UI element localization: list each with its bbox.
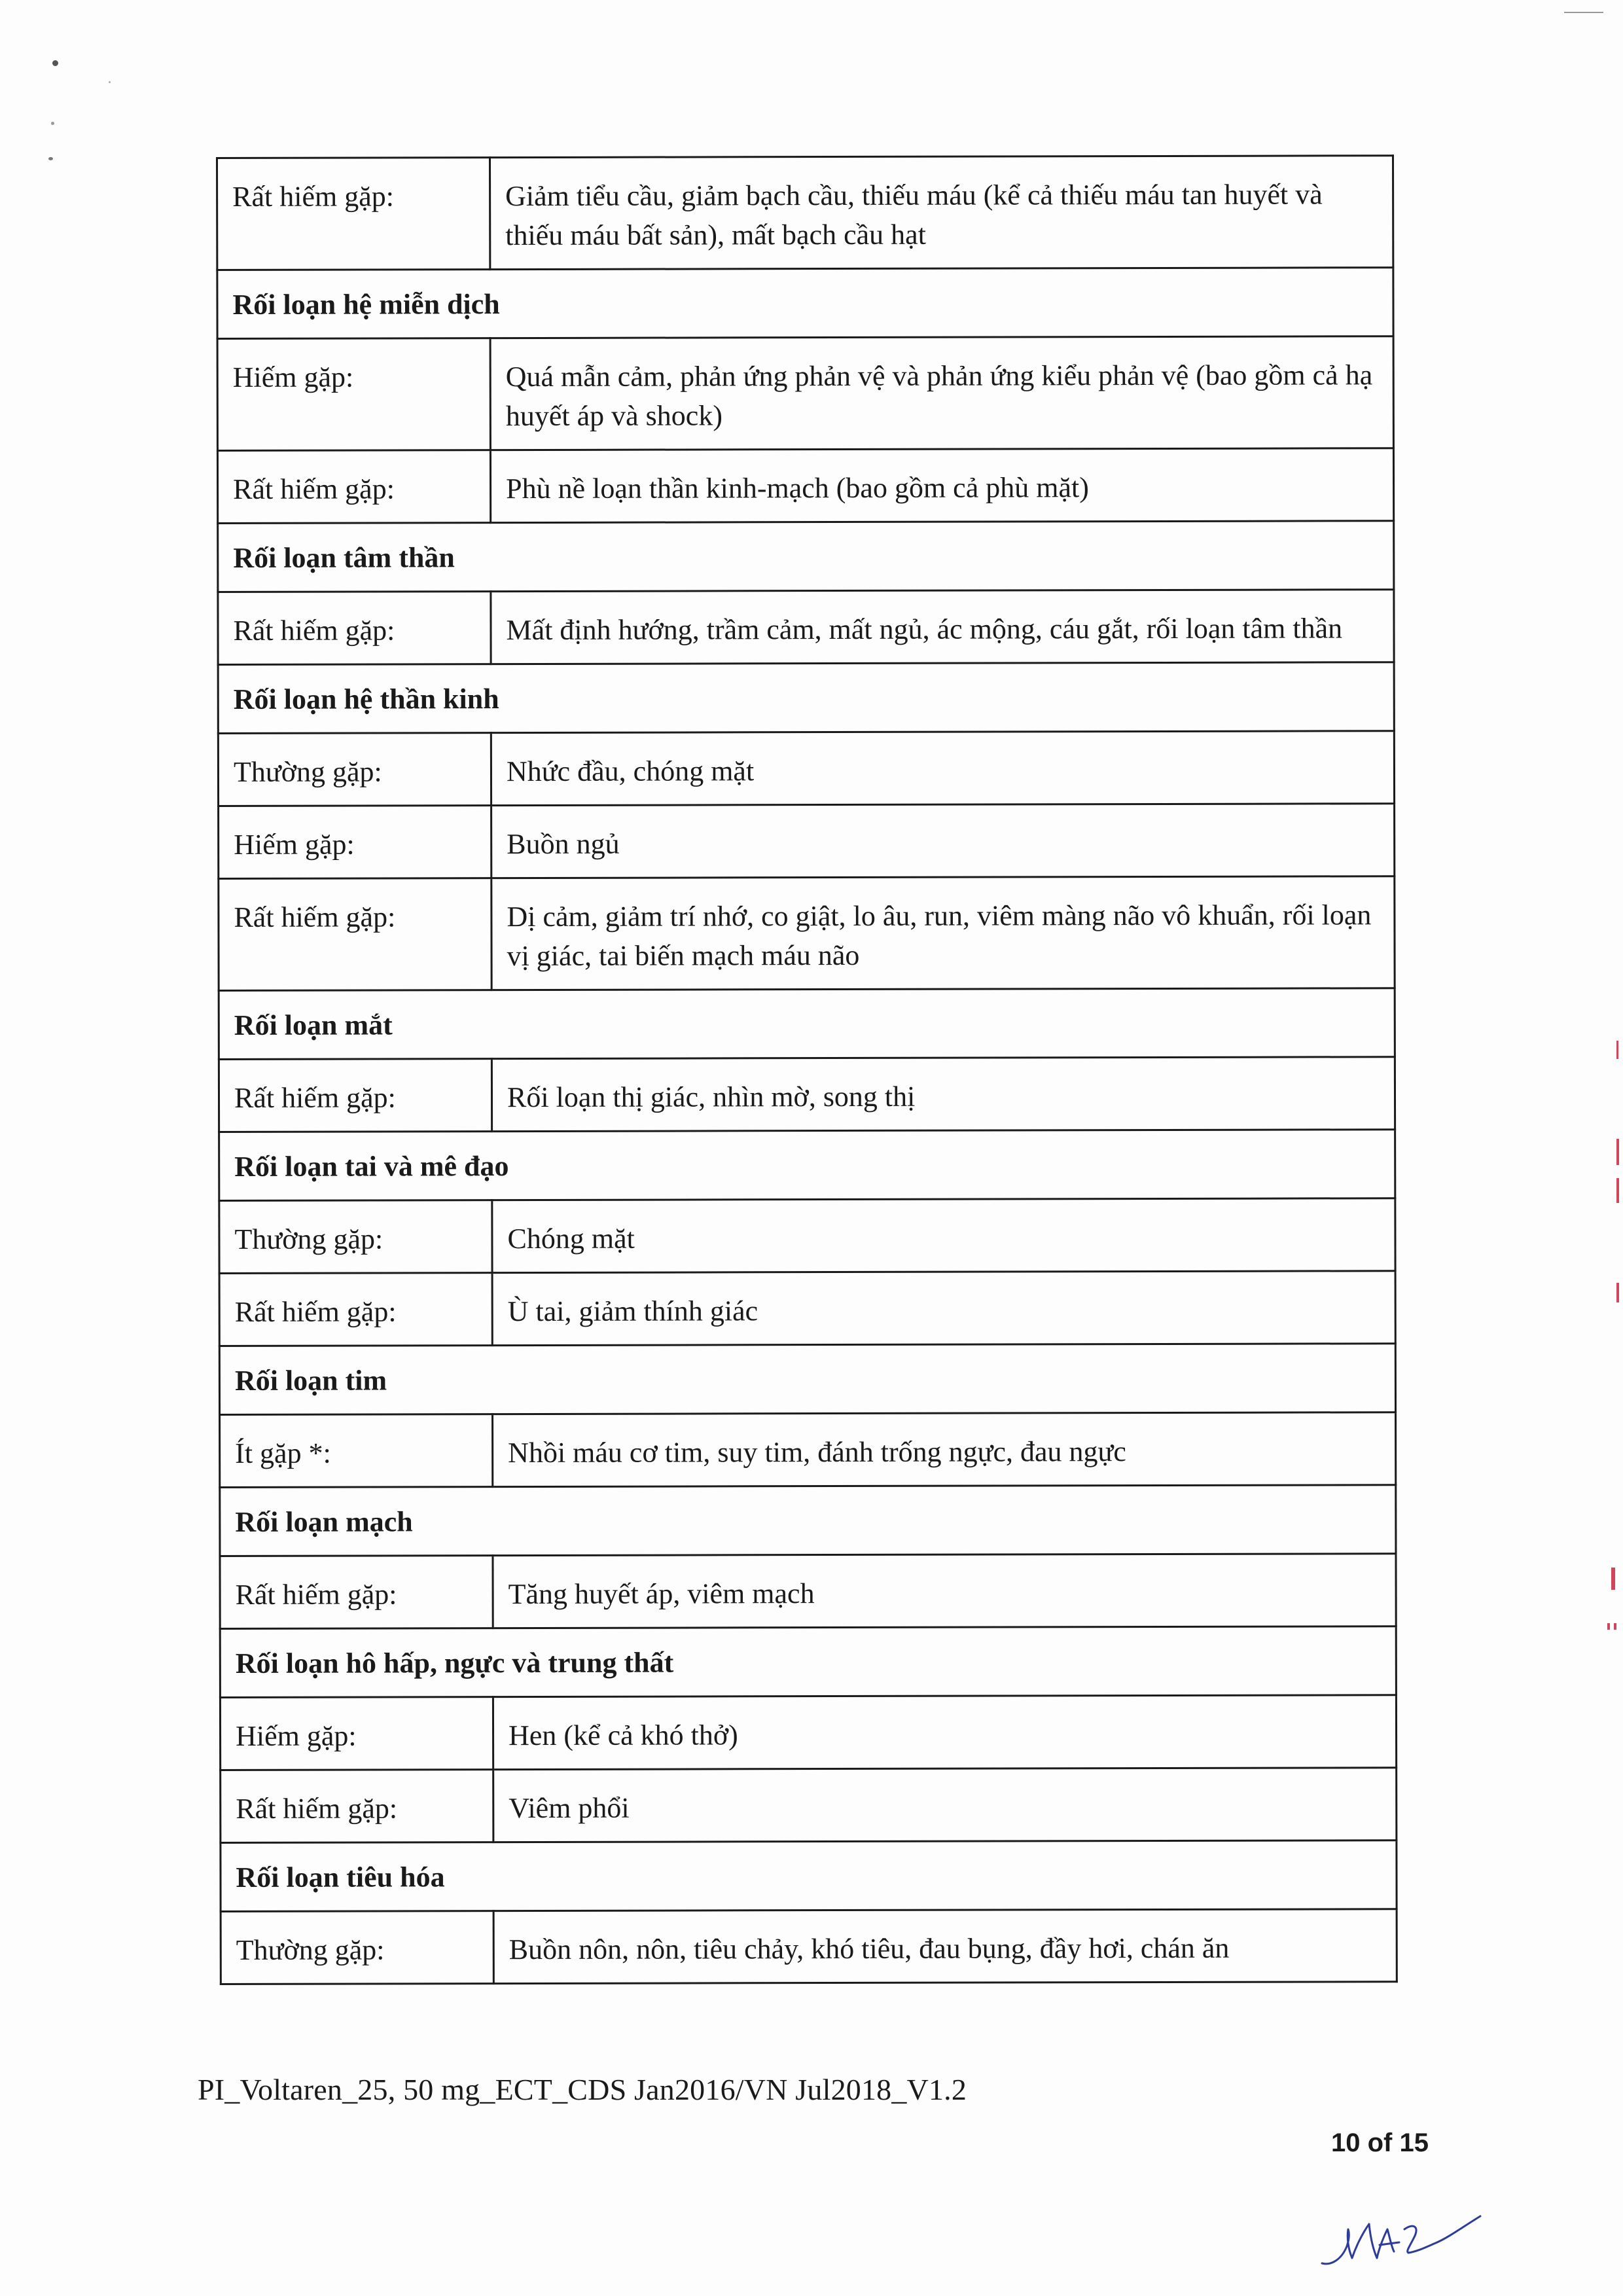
frequency-cell: Rất hiếm gặp: xyxy=(217,158,490,270)
signature-icon xyxy=(1309,2186,1492,2274)
category-row xyxy=(218,521,1394,592)
category-row xyxy=(217,268,1393,339)
frequency-cell: Rất hiếm gặp: xyxy=(217,450,490,524)
table-row xyxy=(220,1412,1396,1488)
category-heading: Rối loạn hô hấp, ngực và trung thất xyxy=(220,1626,1396,1698)
effects-cell: Buồn ngủ xyxy=(491,804,1395,878)
frequency-cell: Rất hiếm gặp: xyxy=(221,1770,493,1843)
stamp-fragment xyxy=(1614,1623,1616,1630)
table-row xyxy=(220,1695,1396,1770)
table-row xyxy=(217,336,1393,451)
category-row xyxy=(218,662,1394,734)
effects-cell: Rối loạn thị giác, nhìn mờ, song thị xyxy=(491,1057,1395,1132)
scan-speck xyxy=(52,60,58,66)
table-row xyxy=(218,731,1394,806)
scan-speck xyxy=(51,122,54,125)
table-row xyxy=(221,1768,1397,1843)
frequency-cell: Thường gặp: xyxy=(218,733,491,806)
frequency-cell: Rất hiếm gặp: xyxy=(219,1059,491,1132)
effects-cell: Viêm phổi xyxy=(493,1768,1397,1842)
frequency-cell: Thường gặp: xyxy=(221,1911,493,1984)
frequency-cell: Rất hiếm gặp: xyxy=(219,878,491,991)
stamp-fragment xyxy=(1616,1041,1618,1059)
adverse-effects-table-body xyxy=(217,156,1397,1984)
stamp-fragment xyxy=(1607,1623,1610,1630)
frequency-cell: Hiếm gặp: xyxy=(220,1697,493,1770)
stamp-fragment xyxy=(1616,1178,1619,1203)
category-row xyxy=(220,1626,1396,1698)
page-number: 10 of 15 xyxy=(1331,2128,1429,2157)
frequency-cell: Ít gặp *: xyxy=(220,1414,493,1488)
effects-cell: Buồn nôn, nôn, tiêu chảy, khó tiêu, đau bụng, đầy hơi, chán ăn xyxy=(493,1909,1397,1984)
scan-speck xyxy=(109,81,111,83)
effects-cell: Mất định hướng, trầm cảm, mất ngủ, ác mộng, cáu gắt, rối loạn tâm thần xyxy=(491,590,1394,664)
table-row xyxy=(219,876,1395,991)
category-row xyxy=(221,1840,1397,1912)
scan-mark xyxy=(1564,12,1603,13)
effects-cell: Chóng mặt xyxy=(492,1198,1395,1273)
category-heading: Rối loạn tim xyxy=(219,1344,1395,1415)
table-row xyxy=(217,156,1393,270)
stamp-fragment xyxy=(1611,1568,1615,1590)
stamp-fragment xyxy=(1616,1139,1619,1165)
category-heading: Rối loạn tiêu hóa xyxy=(221,1840,1397,1912)
effects-cell: Giảm tiểu cầu, giảm bạch cầu, thiếu máu (kể cả thiếu máu tan huyết và thiếu máu bất sản), mất bạch cầu hạt xyxy=(490,156,1393,270)
category-heading: Rối loạn mạch xyxy=(220,1485,1396,1556)
category-heading: Rối loạn tâm thần xyxy=(218,521,1394,592)
table-row xyxy=(218,590,1394,665)
frequency-cell: Rất hiếm gặp: xyxy=(218,592,491,665)
table-row xyxy=(220,1554,1396,1629)
frequency-cell: Thường gặp: xyxy=(219,1200,492,1274)
table-row xyxy=(219,804,1395,879)
document-footer: PI_Voltaren_25, 50 mg_ECT_CDS Jan2016/VN Jul2018_V1.2 xyxy=(198,2073,967,2106)
table-row xyxy=(219,1271,1395,1346)
category-row xyxy=(219,1344,1395,1415)
frequency-cell: Hiếm gặp: xyxy=(219,806,491,879)
table-row xyxy=(219,1057,1395,1132)
scan-speck xyxy=(48,157,53,160)
effects-cell: Dị cảm, giảm trí nhớ, co giật, lo âu, run, viêm màng não vô khuẩn, rối loạn vị giác, tai biến mạch máu não xyxy=(491,876,1395,990)
stamp-fragment xyxy=(1616,1283,1619,1302)
frequency-cell: Rất hiếm gặp: xyxy=(220,1556,493,1629)
table-row xyxy=(219,1198,1395,1274)
category-heading: Rối loạn tai và mê đạo xyxy=(219,1130,1395,1201)
frequency-cell: Rất hiếm gặp: xyxy=(219,1273,492,1346)
effects-cell: Ù tai, giảm thính giác xyxy=(492,1271,1395,1346)
category-row xyxy=(219,988,1395,1060)
category-heading: Rối loạn hệ miễn dịch xyxy=(217,268,1393,339)
category-heading: Rối loạn mắt xyxy=(219,988,1395,1060)
adverse-effects-table xyxy=(216,154,1398,1985)
effects-cell: Hen (kể cả khó thở) xyxy=(493,1695,1396,1770)
frequency-cell: Hiếm gặp: xyxy=(217,338,490,451)
table-row xyxy=(217,448,1393,524)
category-row xyxy=(220,1485,1396,1556)
effects-cell: Quá mẫn cảm, phản ứng phản vệ và phản ứng kiểu phản vệ (bao gồm cả hạ huyết áp và shock) xyxy=(490,336,1393,450)
category-heading: Rối loạn hệ thần kinh xyxy=(218,662,1394,734)
effects-cell: Nhức đầu, chóng mặt xyxy=(491,731,1394,806)
effects-cell: Phù nề loạn thần kinh-mạch (bao gồm cả phù mặt) xyxy=(490,448,1393,523)
category-row xyxy=(219,1130,1395,1201)
table-row xyxy=(221,1909,1397,1984)
effects-cell: Nhồi máu cơ tim, suy tim, đánh trống ngực, đau ngực xyxy=(493,1412,1396,1487)
effects-cell: Tăng huyết áp, viêm mạch xyxy=(493,1554,1396,1628)
